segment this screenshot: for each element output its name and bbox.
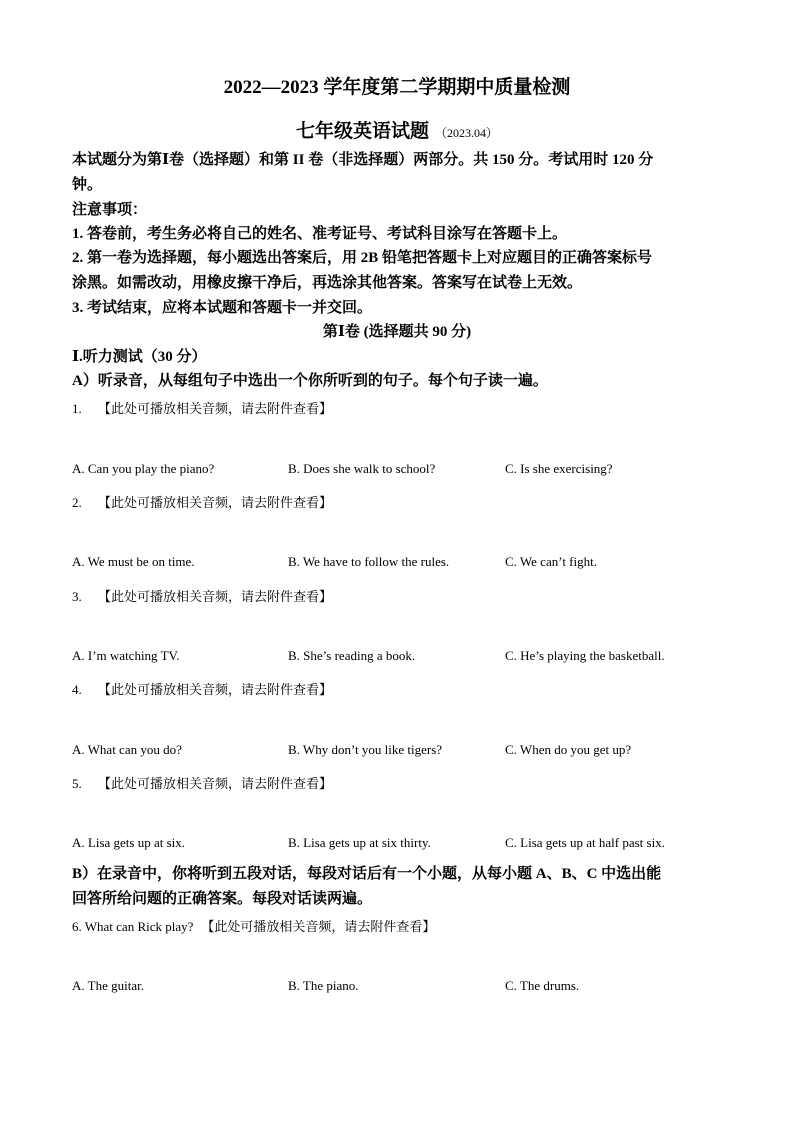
option-a: A. We must be on time. [72,554,195,569]
option-c: C. When do you get up? [505,742,632,757]
subtitle-text: 七年级英语试题 [295,121,429,142]
audio-placeholder: 【此处可播放相关音频，请去附件查看】 [98,401,333,416]
option-b: B. She’s reading a book. [288,648,416,663]
option-b: B. Does she walk to school? [288,461,436,476]
option-a: A. I’m watching TV. [72,648,180,663]
option-a: A. Can you play the piano? [72,461,215,476]
exam-title: 2022—2023 学年度第二学期期中质量检测 [223,77,571,98]
note-1: 1. 答卷前，考生务必将自己的姓名、准考证号、考试科目涂写在答题卡上。 [72,226,568,242]
exam-date: （2023.04） [435,126,499,140]
question-stem [72,679,332,698]
note-2-line-1: 2. 第一卷为选择题，每小题选出答案后，用 2B 铅笔把答题卡上对应题目的正确答案标号 [72,250,653,266]
option-a: A. What can you do? [72,742,182,757]
question-stem [72,916,435,935]
exam-subtitle [0,116,794,143]
option-b: B. Lisa gets up at six thirty. [288,835,431,850]
option-b: B. Why don’t you like tigers? [288,742,443,757]
option-b: B. We have to follow the rules. [288,554,450,569]
question-number: 5. [72,776,82,791]
audio-placeholder: 【此处可播放相关音频，请去附件查看】 [98,682,333,697]
question-number: 4. [72,682,82,697]
audio-placeholder: 【此处可播放相关音频，请去附件查看】 [98,495,333,510]
option-a: A. The guitar. [72,978,144,993]
section-a-instructions: A）听录音，从每组句子中选出一个你所听到的句子。每个句子读一遍。 [72,373,548,389]
question-number: 1. [72,401,82,416]
question-6-stem: 6. What can Rick play? [72,919,194,934]
option-c: C. Is she exercising? [505,461,613,476]
section-b-instructions-line-2: 回答所给问题的正确答案。每段对话读两遍。 [72,891,373,907]
option-c: C. We can’t fight. [505,554,597,569]
option-b: B. The piano. [288,978,359,993]
note-2-line-2: 涂黑。如需改动，用橡皮擦干净后，再选涂其他答案。答案写在试卷上无效。 [72,275,583,291]
section-b-instructions-line-1: B）在录音中，你将听到五段对话，每段对话后有一个小题，从每小题 A、B、C 中选出能 [72,866,662,882]
part1-heading: 第Ⅰ卷 (选择题共 90 分) [322,324,472,340]
note-3: 3. 考试结束，应将本试题和答题卡一并交回。 [72,300,373,316]
question-stem [72,492,332,511]
notes-heading: 注意事项： [72,202,148,218]
option-c: C. Lisa gets up at half past six. [505,835,665,850]
question-stem [72,586,332,605]
option-c: C. He’s playing the basketball. [505,648,665,663]
intro-line-1: 本试题分为第Ⅰ卷（选择题）和第 II 卷（非选择题）两部分。共 150 分。考试用时 120 分 [72,152,654,168]
audio-placeholder: 【此处可播放相关音频，请去附件查看】 [98,776,333,791]
audio-placeholder: 【此处可播放相关音频，请去附件查看】 [201,919,436,934]
question-stem [72,773,332,792]
intro-line-2: 钟。 [72,177,103,193]
question-stem [72,398,332,417]
listening-heading: Ⅰ.听力测试（30 分） [72,349,207,365]
question-number: 2. [72,495,82,510]
audio-placeholder: 【此处可播放相关音频，请去附件查看】 [98,589,333,604]
option-c: C. The drums. [505,978,580,993]
option-a: A. Lisa gets up at six. [72,835,186,850]
question-number: 3. [72,589,82,604]
